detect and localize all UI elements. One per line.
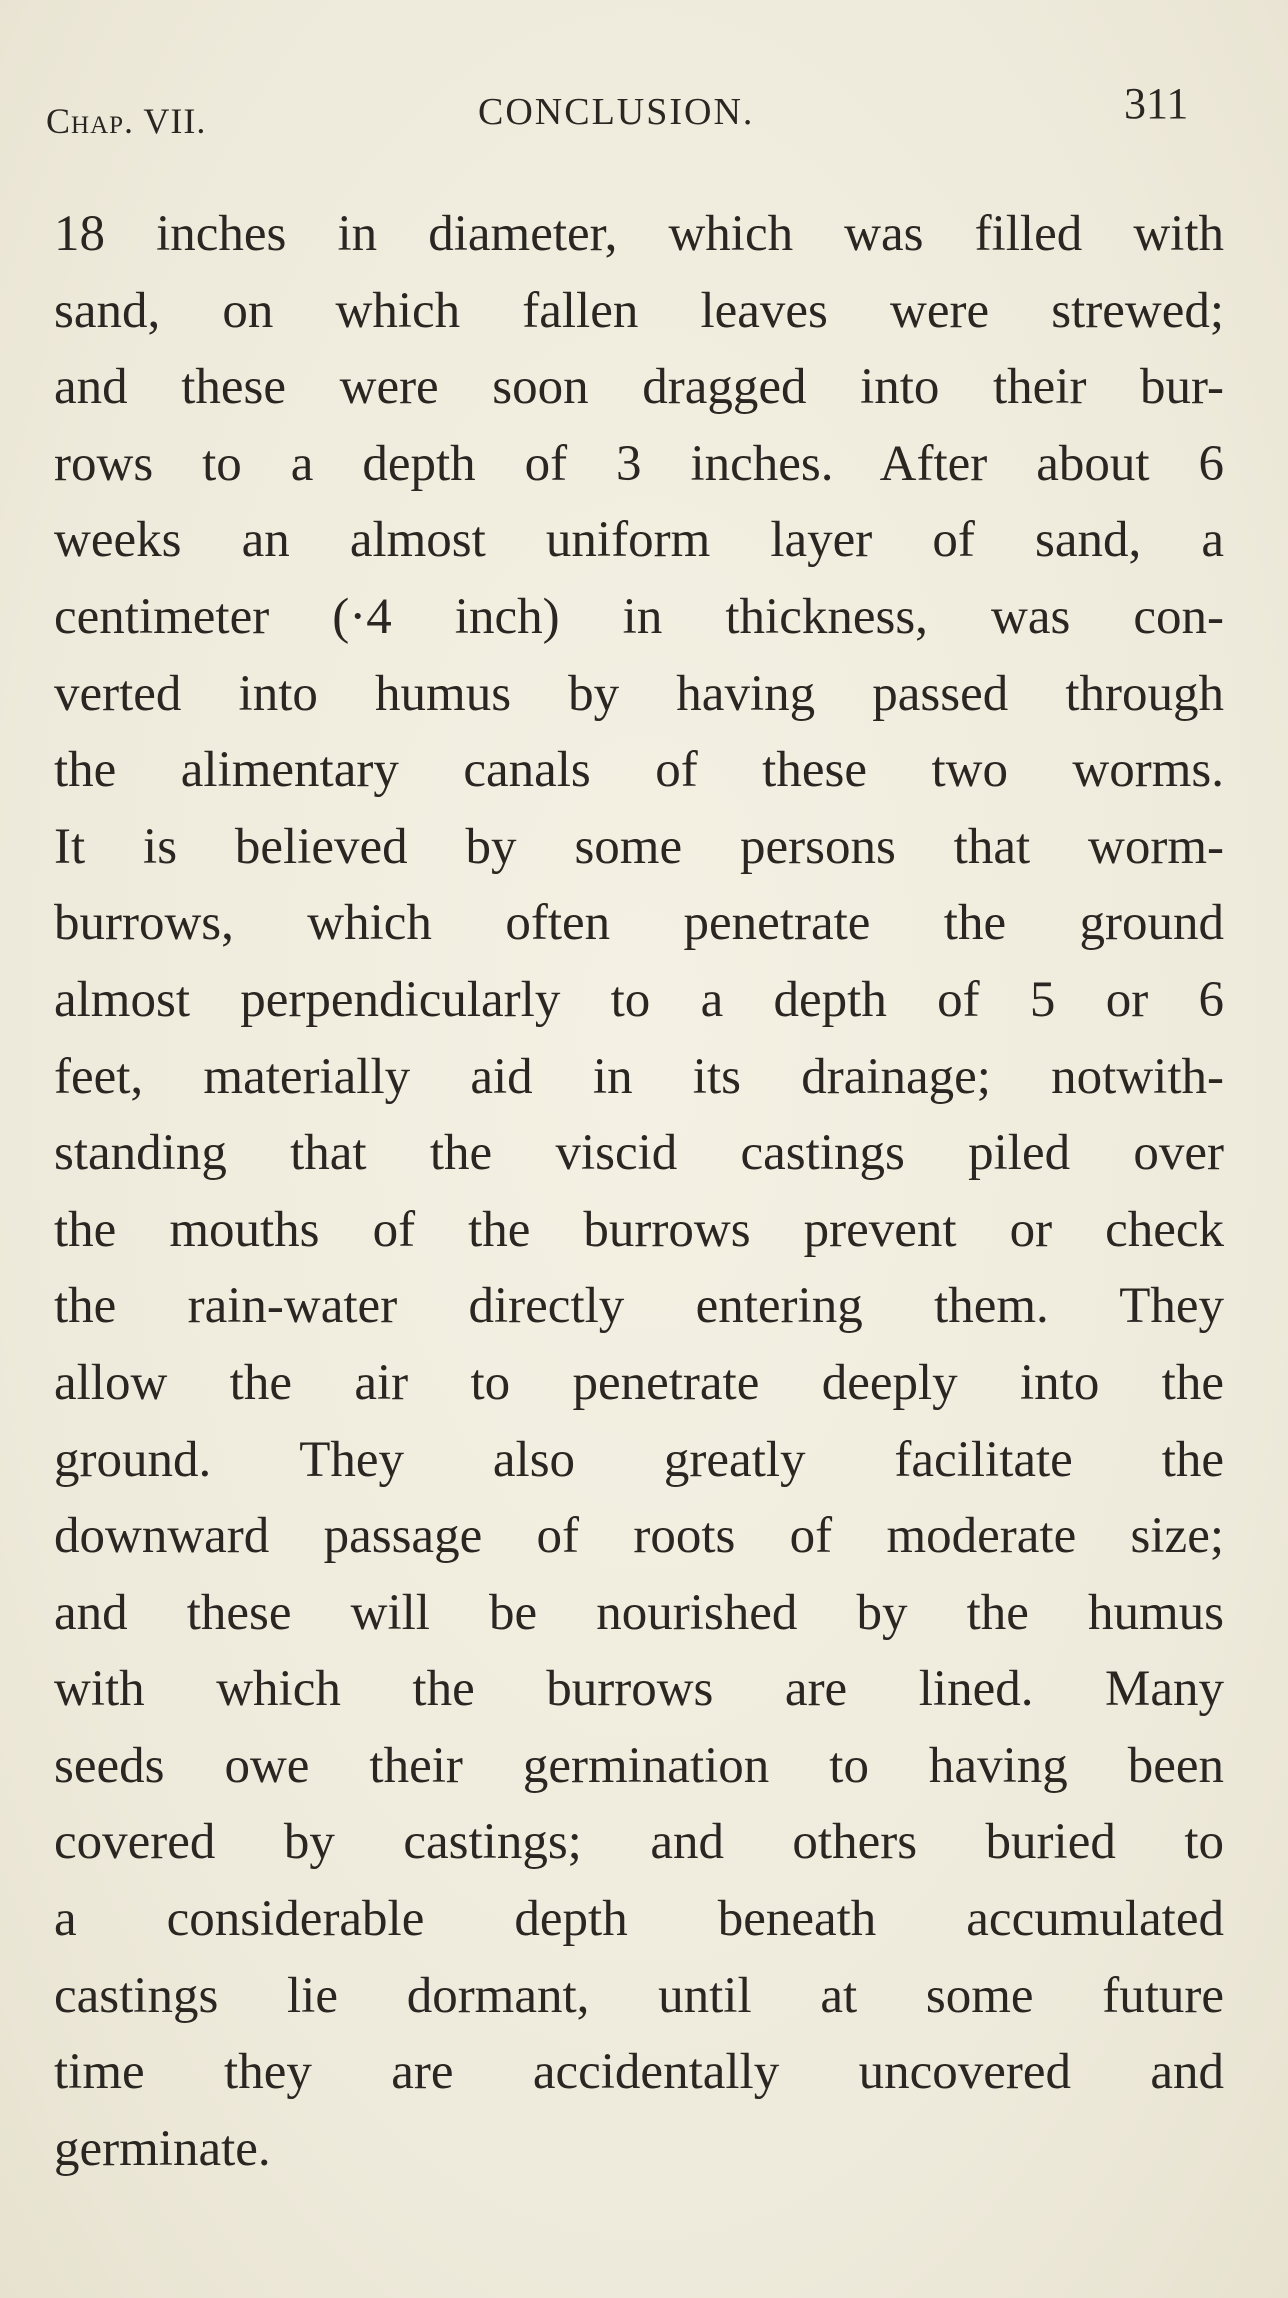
text-line: covered by castings; and others buried to	[54, 1814, 1224, 1871]
text-line: burrows, which often penetrate the ground	[54, 895, 1224, 952]
chapter-title: CONCLUSION.	[478, 91, 755, 133]
text-line: the alimentary canals of these two worms.	[54, 742, 1224, 799]
text-line: weeks an almost uniform layer of sand, a	[54, 512, 1224, 569]
text-line: downward passage of roots of moderate size;	[54, 1508, 1224, 1565]
text-line: centimeter (·4 inch) in thickness, was con-	[54, 588, 1224, 645]
text-line: seeds owe their germination to having been	[54, 1737, 1224, 1794]
text-line: castings lie dormant, until at some future	[54, 1967, 1224, 2024]
text-line-final: germinate.	[54, 2120, 271, 2177]
page-number: 311	[1124, 79, 1189, 128]
text-line: the mouths of the burrows prevent or check	[54, 1201, 1224, 1258]
chapter-label: Chap. VII.	[46, 101, 207, 141]
text-line: with which the burrows are lined. Many	[54, 1661, 1224, 1718]
text-line: the rain-water directly entering them. They	[54, 1278, 1224, 1335]
text-line: rows to a depth of 3 inches. After about 6	[54, 435, 1224, 492]
text-line: a considerable depth beneath accumulated	[54, 1891, 1224, 1948]
text-line: verted into humus by having passed through	[54, 665, 1224, 722]
text-line: feet, materially aid in its drainage; notwith-	[54, 1048, 1224, 1105]
text-line: and these will be nourished by the humus	[54, 1584, 1224, 1641]
text-line: 18 inches in diameter, which was filled with	[54, 206, 1224, 262]
text-line: almost perpendicularly to a depth of 5 or 6	[54, 971, 1224, 1028]
text-line: ground. They also greatly facilitate the	[54, 1431, 1224, 1488]
text-line: sand, on which fallen leaves were strewed;	[54, 282, 1224, 339]
text-line: allow the air to penetrate deeply into the	[54, 1354, 1224, 1411]
text-line: and these were soon dragged into their bur-	[54, 359, 1224, 416]
body-paragraph	[54, 196, 1224, 2187]
text-line: standing that the viscid castings piled over	[54, 1125, 1224, 1182]
running-head	[0, 70, 1288, 140]
text-line: time they are accidentally uncovered and	[54, 2044, 1224, 2101]
text-line: It is believed by some persons that worm-	[54, 818, 1224, 875]
